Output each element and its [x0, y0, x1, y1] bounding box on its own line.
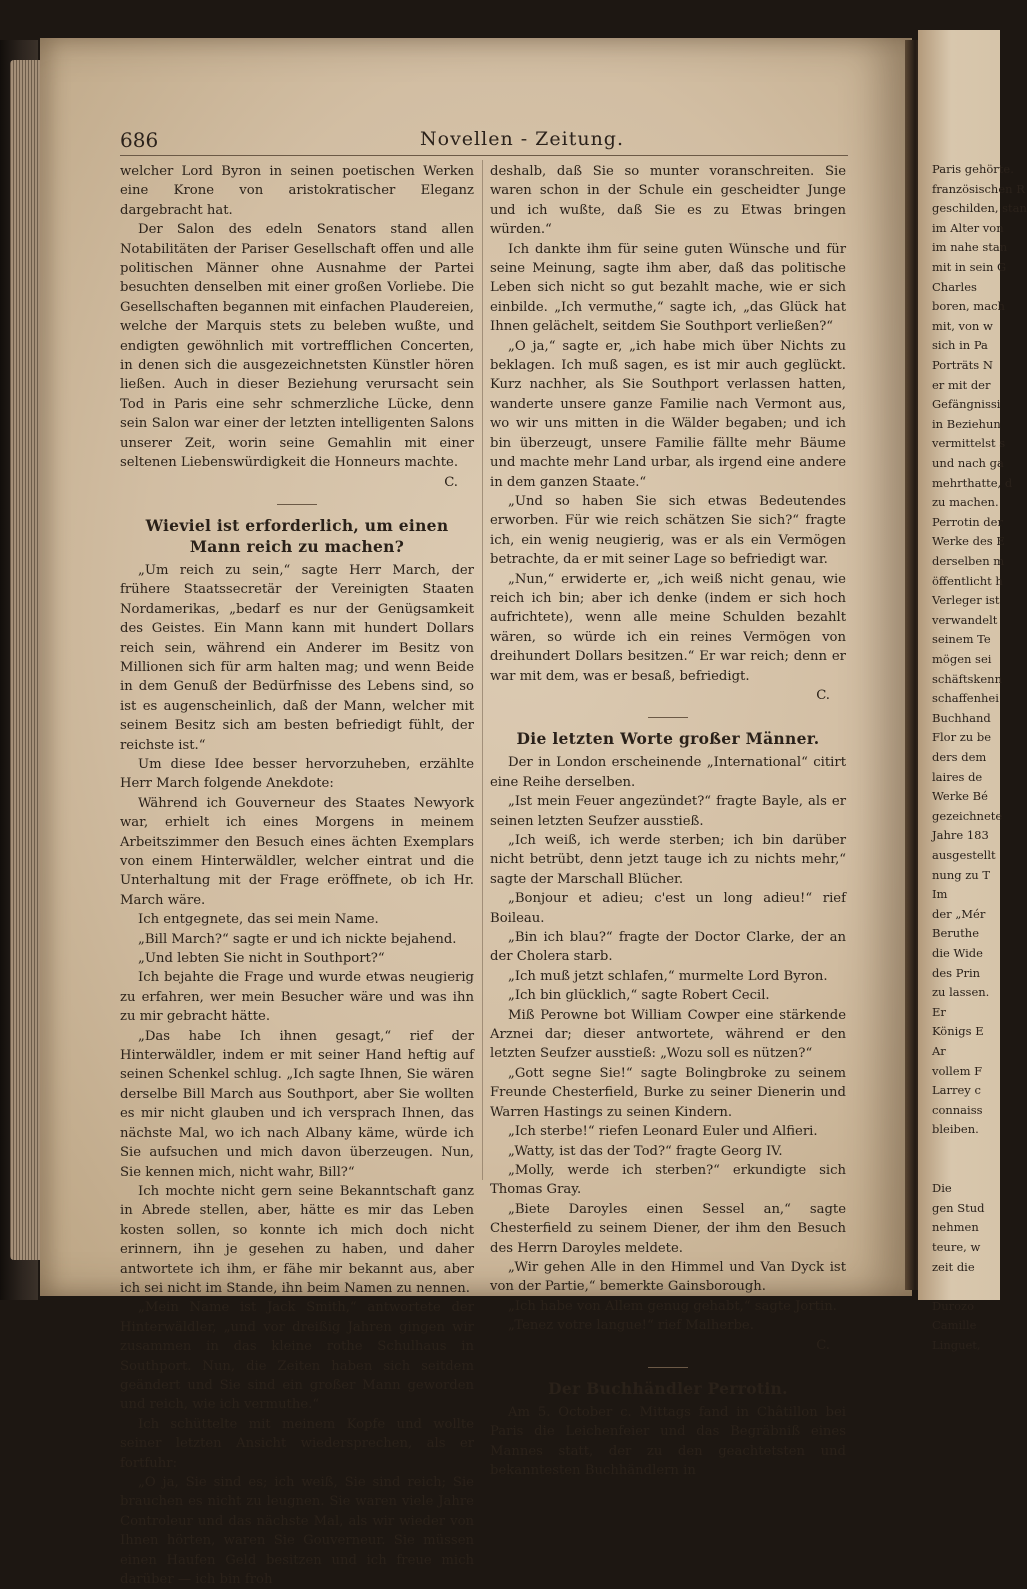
next-page-fragment: sich in Pa: [932, 338, 988, 353]
paragraph: „O ja,“ sagte er, „ich habe mich über Nichts zu beklagen. Ich muß sagen, es ist mir auch geglückt. Kurz nachher, als Sie Southport verlassen hatten, wanderte unsere ganze Familie nach Vermont aus, wo wir uns mitten in die Wälder begaben; und ich bin überzeugt, unsere Familie fällte mehr Bäume und machte mehr Land urbar, als irgend eine andere in dem ganzen Staate.“: [490, 338, 846, 490]
next-page-fragment: Werke Bé: [932, 789, 988, 804]
paragraph: welcher Lord Byron in seinen poetischen Werken eine Krone von aristokratischer Eleganz dargebracht hat.: [120, 164, 474, 218]
left-column: [120, 162, 474, 1589]
next-page-fragment: laires de: [932, 769, 983, 784]
paragraph: Am 5. October c. Mittags fand in Châtillon bei Paris die Leichenfeier und das Begräbniß eines Mannes statt, der zu den geachtetsten und bekanntesten Buchhändlern in: [490, 1404, 846, 1479]
article-title: Wieviel ist erforderlich, um einen Mann reich zu machen?: [145, 515, 449, 556]
next-page-fragment: Durozo: [932, 1298, 975, 1313]
paragraph: „Um reich zu sein,“ sagte Herr March, der frühere Staatssecretär der Vereinigten Staaten Nordamerikas, „bedarf es nur der Genügsamkeit des Geistes. Ein Mann kann mit hundert Dollars reich sein, während ein Anderer im Besitz von Millionen sich für arm halten mag; und wenn Beide in dem Genuß der Bedürfnisse des Lebens sind, so ist es augenscheinlich, daß der Mann, welcher mit seinem Besitz sich am besten befriedigt fühlt, der reichste ist.“: [120, 562, 474, 753]
next-page-fragment: zu lassen.: [932, 985, 990, 1000]
next-page-fragment: teure, w: [932, 1240, 981, 1254]
next-page-fragment: mit, von w: [932, 318, 993, 333]
next-page-fragment: vollem F: [932, 1063, 983, 1078]
page-number: 686: [120, 128, 159, 152]
next-page-fragment: schaffenhei: [932, 691, 999, 706]
next-page-fragment: der „Mér: [932, 906, 986, 921]
next-page-fragment: Charles: [932, 279, 977, 294]
page-edges: [10, 60, 44, 1260]
paragraph: „Watty, ist das der Tod?“ fragte Georg IV.: [508, 1143, 783, 1159]
next-page-fragment: gezeichnete: [932, 808, 1003, 823]
paragraph: „Das habe Ich ihnen gesagt,“ rief der Hinterwäldler, indem er mit seiner Hand heftig auf seinen Schenkel schlug. „Ich sagte Ihnen, Sie wären derselbe Bill March aus Southport, aber Sie wollten es mir nicht glauben und ich versprach Ihnen, das nächste Mal, wo ich nach Albany käme, würde ich Sie aufsuchen und mich davon überzeugen. Nun, Sie kennen mich, nicht wahr, Bill?“: [120, 1028, 474, 1180]
right-column: [490, 162, 846, 1481]
paragraph: „Wir gehen Alle in den Himmel und Van Dyck ist von der Partie,“ bemerkte Gainsborough.: [490, 1259, 846, 1295]
next-page-fragment: derselben m: [932, 554, 1005, 568]
next-page-fragment: Porträts N: [932, 358, 993, 372]
paragraph: „Ich habe von Allem genug gehabt,“ sagte Jortin.: [508, 1298, 837, 1314]
paragraph: „Bill March?“ sagte er und ich nickte bejahend.: [138, 931, 457, 947]
next-page-fragment: gen Stud: [932, 1200, 985, 1215]
next-page-fragment: in Beziehun: [932, 416, 1001, 431]
next-page-fragment: seinem Te: [932, 632, 991, 647]
running-title: Novellen - Zeitung.: [420, 128, 625, 150]
paragraph: „Tenez votre langue!“ rief Malherbe.: [508, 1318, 754, 1334]
paragraph: Ich dankte ihm für seine guten Wünsche und für seine Meinung, sagte ihm aber, daß das politische Leben sich nicht so gut bezahlt mache, wie er sich einbilde. „Ich vermuthe,“ sagte ich, „das Glück hat Ihnen gelächelt, seitdem Sie Southport verließen?“: [490, 241, 846, 335]
signature: C.: [444, 474, 458, 490]
column-divider: [482, 160, 483, 1180]
paragraph: „Ich bin glücklich,“ sagte Robert Cecil.: [508, 988, 770, 1004]
next-page-fragment: des Prin: [932, 965, 981, 980]
next-page-fragment: Gefängnissi: [932, 397, 1001, 412]
paragraph: „Und lebten Sie nicht in Southport?“: [138, 951, 385, 967]
next-page-fragment: ders dem: [932, 750, 987, 764]
paragraph: „O ja, Sie sind es; ich weiß, Sie sind reich; Sie brauchen es nicht zu leugnen. Sie waren viele Jahre Controleur und das nächste Mal, als wir wieder von Ihnen hörten, waren Sie Gouverneur. Sie müssen einen Haufen Geld besitzen und ich freue mich darüber — ich bin froh: [120, 1475, 474, 1588]
next-page-fragment: im nahe stan: [932, 240, 1008, 255]
next-page-fragment: zeit die: [932, 1259, 975, 1274]
next-page-fragment: Im: [932, 887, 948, 902]
next-page-fragment: Perrotin der: [932, 514, 1003, 529]
paragraph: „Bonjour et adieu; c'est un long adieu!“ rief Boileau.: [490, 891, 846, 926]
paragraph: „Und so haben Sie sich etwas Bedeutendes erworben. Für wie reich schätzen Sie sich?“ fragte ich, ein wenig neugierig, was er als ein Vermögen betrachte, da er mit seiner Lage so befriedigt war.: [490, 493, 846, 568]
next-page-fragment: geschilden, stan: [932, 201, 1027, 216]
next-page-fragment: nehmen: [932, 1220, 979, 1235]
header-rule: [120, 155, 848, 156]
next-page-fragment: Er: [932, 1004, 946, 1019]
next-page-fragment: Flor zu be: [932, 730, 992, 745]
paragraph: Während ich Gouverneur des Staates Newyork war, erhielt ich eines Morgens in meinem Arbeitszimmer den Besuch eines ächten Exemplars von einem Hinterwäldler, welcher eintrat und die Unterhaltung mit der Frage eröffnete, ob ich Hr. March wäre.: [120, 795, 474, 908]
paragraph: Um diese Idee besser hervorzuheben, erzählte Herr March folgende Anekdote:: [120, 756, 474, 792]
next-page-fragment: Larrey c: [932, 1083, 981, 1098]
paragraph: „Ist mein Feuer angezündet?“ fragte Bayle, als er seinen letzten Seufzer ausstieß.: [490, 794, 846, 829]
paragraph: „Biete Daroyles einen Sessel an,“ sagte Chesterfield zu seinem Diener, der ihm den Besuch des Herrn Daroyles meldete.: [490, 1201, 846, 1256]
paragraph: Ich mochte nicht gern seine Bekanntschaft ganz in Abrede stellen, aber, hätte es mir das Leben kosten sollen, so konnte ich mich doch nicht erinnern, ihn je gesehen zu haben, und daher antwortete ich ihm, er fähe mir bekannt aus, aber ich sei nicht im Stande, ihn beim Namen zu nennen.: [120, 1183, 474, 1296]
paragraph: „Ich sterbe!“ riefen Leonard Euler und Alfieri.: [508, 1124, 818, 1140]
paragraph: „Bin ich blau?“ fragte der Doctor Clarke, der an der Cholera starb.: [490, 930, 846, 965]
next-page-fragment: und nach ga: [932, 456, 1004, 470]
article-title: Der Buchhändler Perrotin.: [548, 1378, 788, 1398]
next-page-fragment: vermittelst s: [932, 436, 1006, 451]
next-page-fragment: mit in sein G: [932, 260, 1007, 274]
next-page-fragment: Die: [932, 1181, 952, 1196]
next-page-fragment: connaiss: [932, 1102, 983, 1117]
paragraph: „Mein Name ist Jack Smith,“ antwortete der Hinterwäldler, „und vor dreißig Jahren gingen wir zusammen in das kleine rothe Schulhaus in Southport. Nun, die Zeiten haben sich seitdem geändert und Sie sind ein großer Mann geworden und reich, wie ich vermuthe.“: [120, 1300, 474, 1413]
next-page-fragment: nung zu T: [932, 867, 991, 882]
next-page-fragment: bleiben.: [932, 1122, 979, 1137]
paragraph: Ich schüttelte mit meinem Kopfe und wollte seiner letzten Ansicht wiedersprechen, als er fortfuhr:: [120, 1416, 474, 1471]
paragraph: Der Salon des edeln Senators stand allen Notabilitäten der Pariser Gesellschaft offen und alle politischen Männer ohne Ausnahme der Partei besuchten denselben mit einer großen Vorliebe. Die Gesellschaften begannen mit einfachen Plaudereien, welche der Marquis stets zu beleben wußte, und endigten gewöhnlich mit vortrefflichen Concerten, in denen sich die ausgezeichnetsten Künstler hören ließen. Auch in dieser Beziehung verursacht sein Tod in Paris eine sehr schmerzliche Lücke, denn sein Salon war einer der letzten intelligenten Salons unserer Zeit, worin seine Gemahlin mit einer seltenen Liebenswürdigkeit die Honneurs machte.: [120, 222, 474, 471]
paragraph: „Gott segne Sie!“ sagte Bolingbroke zu seinem Freunde Chesterfield, Burke zu seiner Dienerin und Warren Hastings zu seinen Kindern.: [490, 1065, 846, 1120]
page-header: [120, 128, 860, 154]
next-page-fragment: Verleger ist: [932, 593, 1000, 608]
next-page-fragment: die Wide: [932, 946, 983, 960]
next-page-edge: [918, 30, 1027, 1352]
next-page-fragment: mögen sei: [932, 652, 992, 666]
signature: C.: [816, 687, 830, 703]
paragraph: Ich bejahte die Frage und wurde etwas neugierig zu erfahren, wer mein Besucher wäre und was ihn zu mir gebracht hätte.: [120, 970, 474, 1025]
next-page-fragment: Jahre 183: [932, 828, 989, 843]
section-rule: [648, 717, 688, 718]
next-page-fragment: Paris gehörte.: [932, 162, 1014, 176]
next-page-fragment: schäftskenn: [932, 671, 1002, 686]
paragraph: Miß Perowne bot William Cowper eine stärkende Arznei dar; dieser antwortete, während er den letzten Seufzer ausstieß: „Wozu soll es nützen?“: [490, 1007, 846, 1062]
next-page-fragment: Werke des E: [932, 534, 1005, 549]
paragraph: Der in London erscheinende „International“ citirt eine Reihe derselben.: [490, 755, 846, 790]
section-rule: [648, 1367, 688, 1368]
paragraph: „Nun,“ erwiderte er, „ich weiß nicht genau, wie reich ich bin; aber ich denke (indem er sich hoch aufrichtete), wenn alle meine Schulden bezahlt wären, so würde ich ein reines Vermögen von dreihundert Dollars besitzen.“ Er war reich; denn er war mit dem, was er besaß, befriedigt.: [490, 571, 846, 684]
next-page-fragment: boren, mach: [932, 299, 1005, 314]
next-page-fragment: französischen R: [932, 181, 1025, 196]
next-page-fragment: im Alter von: [932, 220, 1004, 235]
next-page-fragment: mehrthatte, d: [932, 475, 1013, 490]
next-page-fragment: Beruthe: [932, 926, 979, 941]
next-page-fragment: Linguet,: [932, 1338, 981, 1352]
next-page-fragment: verwandelt: [932, 612, 998, 627]
paragraph: „Ich muß jetzt schlafen,“ murmelte Lord Byron.: [508, 968, 828, 984]
next-page-fragment: er mit der: [932, 377, 991, 392]
next-page-fragment: Königs E: [932, 1024, 984, 1039]
next-page-fragment: Buchhand: [932, 710, 991, 725]
next-page-fragment: ausgestellt: [932, 848, 996, 862]
next-page-fragment: öffentlicht h: [932, 573, 1003, 588]
paragraph: deshalb, daß Sie so munter voranschreiten. Sie waren schon in der Schule ein gescheidter Junge und ich wußte, daß Sie es zu Etwas bringen würden.“: [490, 164, 846, 238]
section-rule: [277, 504, 317, 505]
paragraph: „Molly, werde ich sterben?“ erkundigte sich Thomas Gray.: [490, 1162, 846, 1198]
paragraph: Ich entgegnete, das sei mein Name.: [138, 912, 379, 928]
paragraph: „Ich weiß, ich werde sterben; ich bin darüber nicht betrübt, denn jetzt tauge ich zu nichts mehr,“ sagte der Marschall Blücher.: [490, 833, 846, 887]
next-page-fragment: zu machen.: [932, 495, 999, 510]
signature: C.: [816, 1337, 830, 1353]
article-title: Die letzten Worte großer Männer.: [516, 729, 820, 749]
next-page-fragment: Camille: [932, 1318, 977, 1333]
next-page-fragment: Ar: [932, 1044, 946, 1058]
